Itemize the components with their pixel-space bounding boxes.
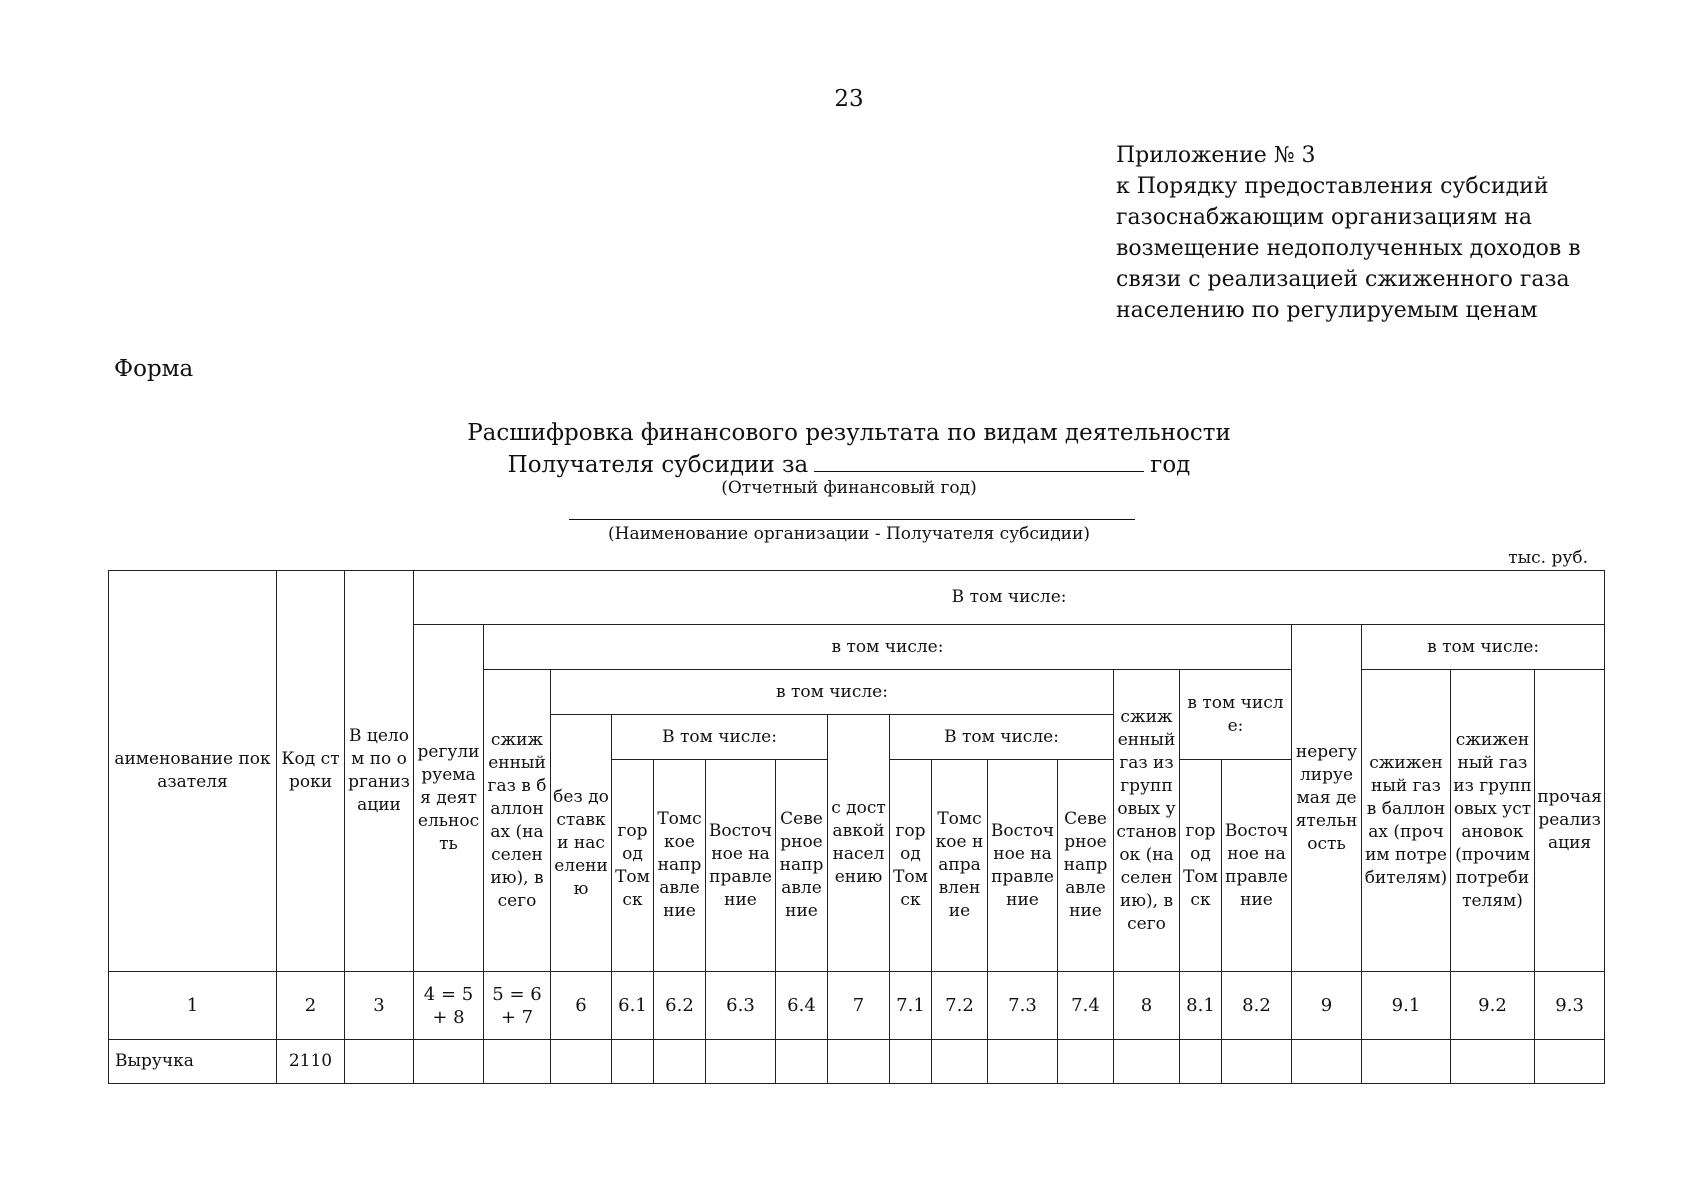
table-cell[interactable]: [1114, 1040, 1180, 1084]
column-number: 6.3: [706, 972, 776, 1040]
appendix-line: населению по регулируемым ценам: [1116, 298, 1538, 323]
table-cell[interactable]: [1535, 1040, 1605, 1084]
header-tomsk-city: город Томск: [612, 760, 654, 972]
appendix-line: Приложение № 3: [1116, 143, 1316, 168]
header-unregulated: нерегулируемая деятельность: [1292, 625, 1362, 972]
header-tomsk-city: город Томск: [890, 760, 932, 972]
row-name: Выручка: [109, 1040, 277, 1084]
table-cell[interactable]: [654, 1040, 706, 1084]
table-cell[interactable]: [345, 1040, 414, 1084]
header-no-delivery: без доставки населению: [551, 715, 612, 972]
row-code: 2110: [277, 1040, 345, 1084]
appendix-block: [1116, 140, 1676, 326]
form-label: Форма: [114, 356, 194, 382]
table-row: [109, 1040, 1605, 1084]
column-number: 7: [828, 972, 890, 1040]
column-number: 9.3: [1535, 972, 1605, 1040]
header-north-direction: Северное направление: [776, 760, 828, 972]
table-cell[interactable]: [932, 1040, 988, 1084]
column-number: 9.2: [1451, 972, 1535, 1040]
unit-label: тыс. руб.: [1508, 548, 1588, 568]
column-number: 8.2: [1222, 972, 1292, 1040]
column-number: 9.1: [1362, 972, 1451, 1040]
header-with-delivery: с доставкой населению: [828, 715, 890, 972]
header-regulated: регулируемая деятельность: [414, 625, 484, 972]
header-including-with-delivery: В том числе:: [890, 715, 1114, 760]
header-including-top: В том числе:: [414, 571, 1605, 625]
table-cell[interactable]: [1180, 1040, 1222, 1084]
table-cell[interactable]: [1222, 1040, 1292, 1084]
appendix-line: к Порядку предоставления субсидий: [1116, 174, 1549, 199]
table-cell[interactable]: [1451, 1040, 1535, 1084]
column-number: 3: [345, 972, 414, 1040]
header-other-sales: прочая реализация: [1535, 670, 1605, 972]
column-number: 2: [277, 972, 345, 1040]
column-number: 7.2: [932, 972, 988, 1040]
title-line-2: [0, 449, 1698, 481]
column-number: 6.4: [776, 972, 828, 1040]
header-north-direction: Северное направление: [1058, 760, 1114, 972]
header-group-installations: сжиженный газ из групповых установок (населению), всего: [1114, 670, 1180, 972]
document-title: [0, 418, 1698, 481]
column-number: 6: [551, 972, 612, 1040]
header-including-unregulated: в том числе:: [1362, 625, 1605, 670]
table-cell[interactable]: [828, 1040, 890, 1084]
header-name: аименование показателя: [109, 571, 277, 972]
financial-result-table: [108, 570, 1605, 1084]
column-number: 1: [109, 972, 277, 1040]
column-number: 4 = 5 + 8: [414, 972, 484, 1040]
column-number: 5 = 6 + 7: [484, 972, 551, 1040]
appendix-line: возмещение недополученных доходов в: [1116, 236, 1581, 261]
page-number: 23: [834, 86, 864, 112]
org-name-fill-line: [569, 519, 1135, 520]
column-number: 6.1: [612, 972, 654, 1040]
title-line-1: Расшифровка финансового результата по видам деятельности: [467, 420, 1231, 446]
header-balloons-other: сжиженный газ в баллонах (прочим потребителям): [1362, 670, 1451, 972]
header-including-group: в том числе:: [1180, 670, 1292, 760]
header-tomsk-city: город Томск: [1180, 760, 1222, 972]
title-prefix: Получателя субсидии за: [507, 452, 809, 478]
header-east-direction: Восточное направление: [1222, 760, 1292, 972]
table-cell[interactable]: [706, 1040, 776, 1084]
header-including-balloons: в том числе:: [551, 670, 1114, 715]
header-balloons-population: сжиженный газ в баллонах (населению), всего: [484, 670, 551, 972]
column-number: 7.4: [1058, 972, 1114, 1040]
table-cell[interactable]: [414, 1040, 484, 1084]
appendix-line: газоснабжающим организациям на: [1116, 205, 1532, 230]
header-tomsk-direction: Томское направление: [932, 760, 988, 972]
column-number: 7.1: [890, 972, 932, 1040]
table-cell[interactable]: [776, 1040, 828, 1084]
header-including-no-delivery: В том числе:: [612, 715, 828, 760]
org-caption: (Наименование организации - Получателя субсидии): [608, 524, 1090, 544]
period-caption: (Отчетный финансовый год): [721, 478, 977, 498]
header-tomsk-direction: Томское направление: [654, 760, 706, 972]
column-number: 8.1: [1180, 972, 1222, 1040]
column-number: 6.2: [654, 972, 706, 1040]
header-east-direction: Восточное направление: [706, 760, 776, 972]
column-numbers-row: [109, 972, 1605, 1040]
column-number: 8: [1114, 972, 1180, 1040]
title-suffix: год: [1150, 452, 1191, 478]
header-including-regulated: в том числе:: [484, 625, 1292, 670]
appendix-line: связи с реализацией сжиженного газа: [1116, 267, 1570, 292]
header-total: В целом по организации: [345, 571, 414, 972]
table-cell[interactable]: [890, 1040, 932, 1084]
header-group-other: сжиженный газ из групповых установок (прочим потребителям): [1451, 670, 1535, 972]
header-code: Код строки: [277, 571, 345, 972]
period-fill-line: [814, 449, 1144, 472]
column-number: 7.3: [988, 972, 1058, 1040]
table-cell[interactable]: [484, 1040, 551, 1084]
table-cell[interactable]: [988, 1040, 1058, 1084]
header-east-direction: Восточное направление: [988, 760, 1058, 972]
table-cell[interactable]: [1058, 1040, 1114, 1084]
column-number: 9: [1292, 972, 1362, 1040]
table-cell[interactable]: [551, 1040, 612, 1084]
table-cell[interactable]: [1362, 1040, 1451, 1084]
table-cell[interactable]: [612, 1040, 654, 1084]
table-cell[interactable]: [1292, 1040, 1362, 1084]
